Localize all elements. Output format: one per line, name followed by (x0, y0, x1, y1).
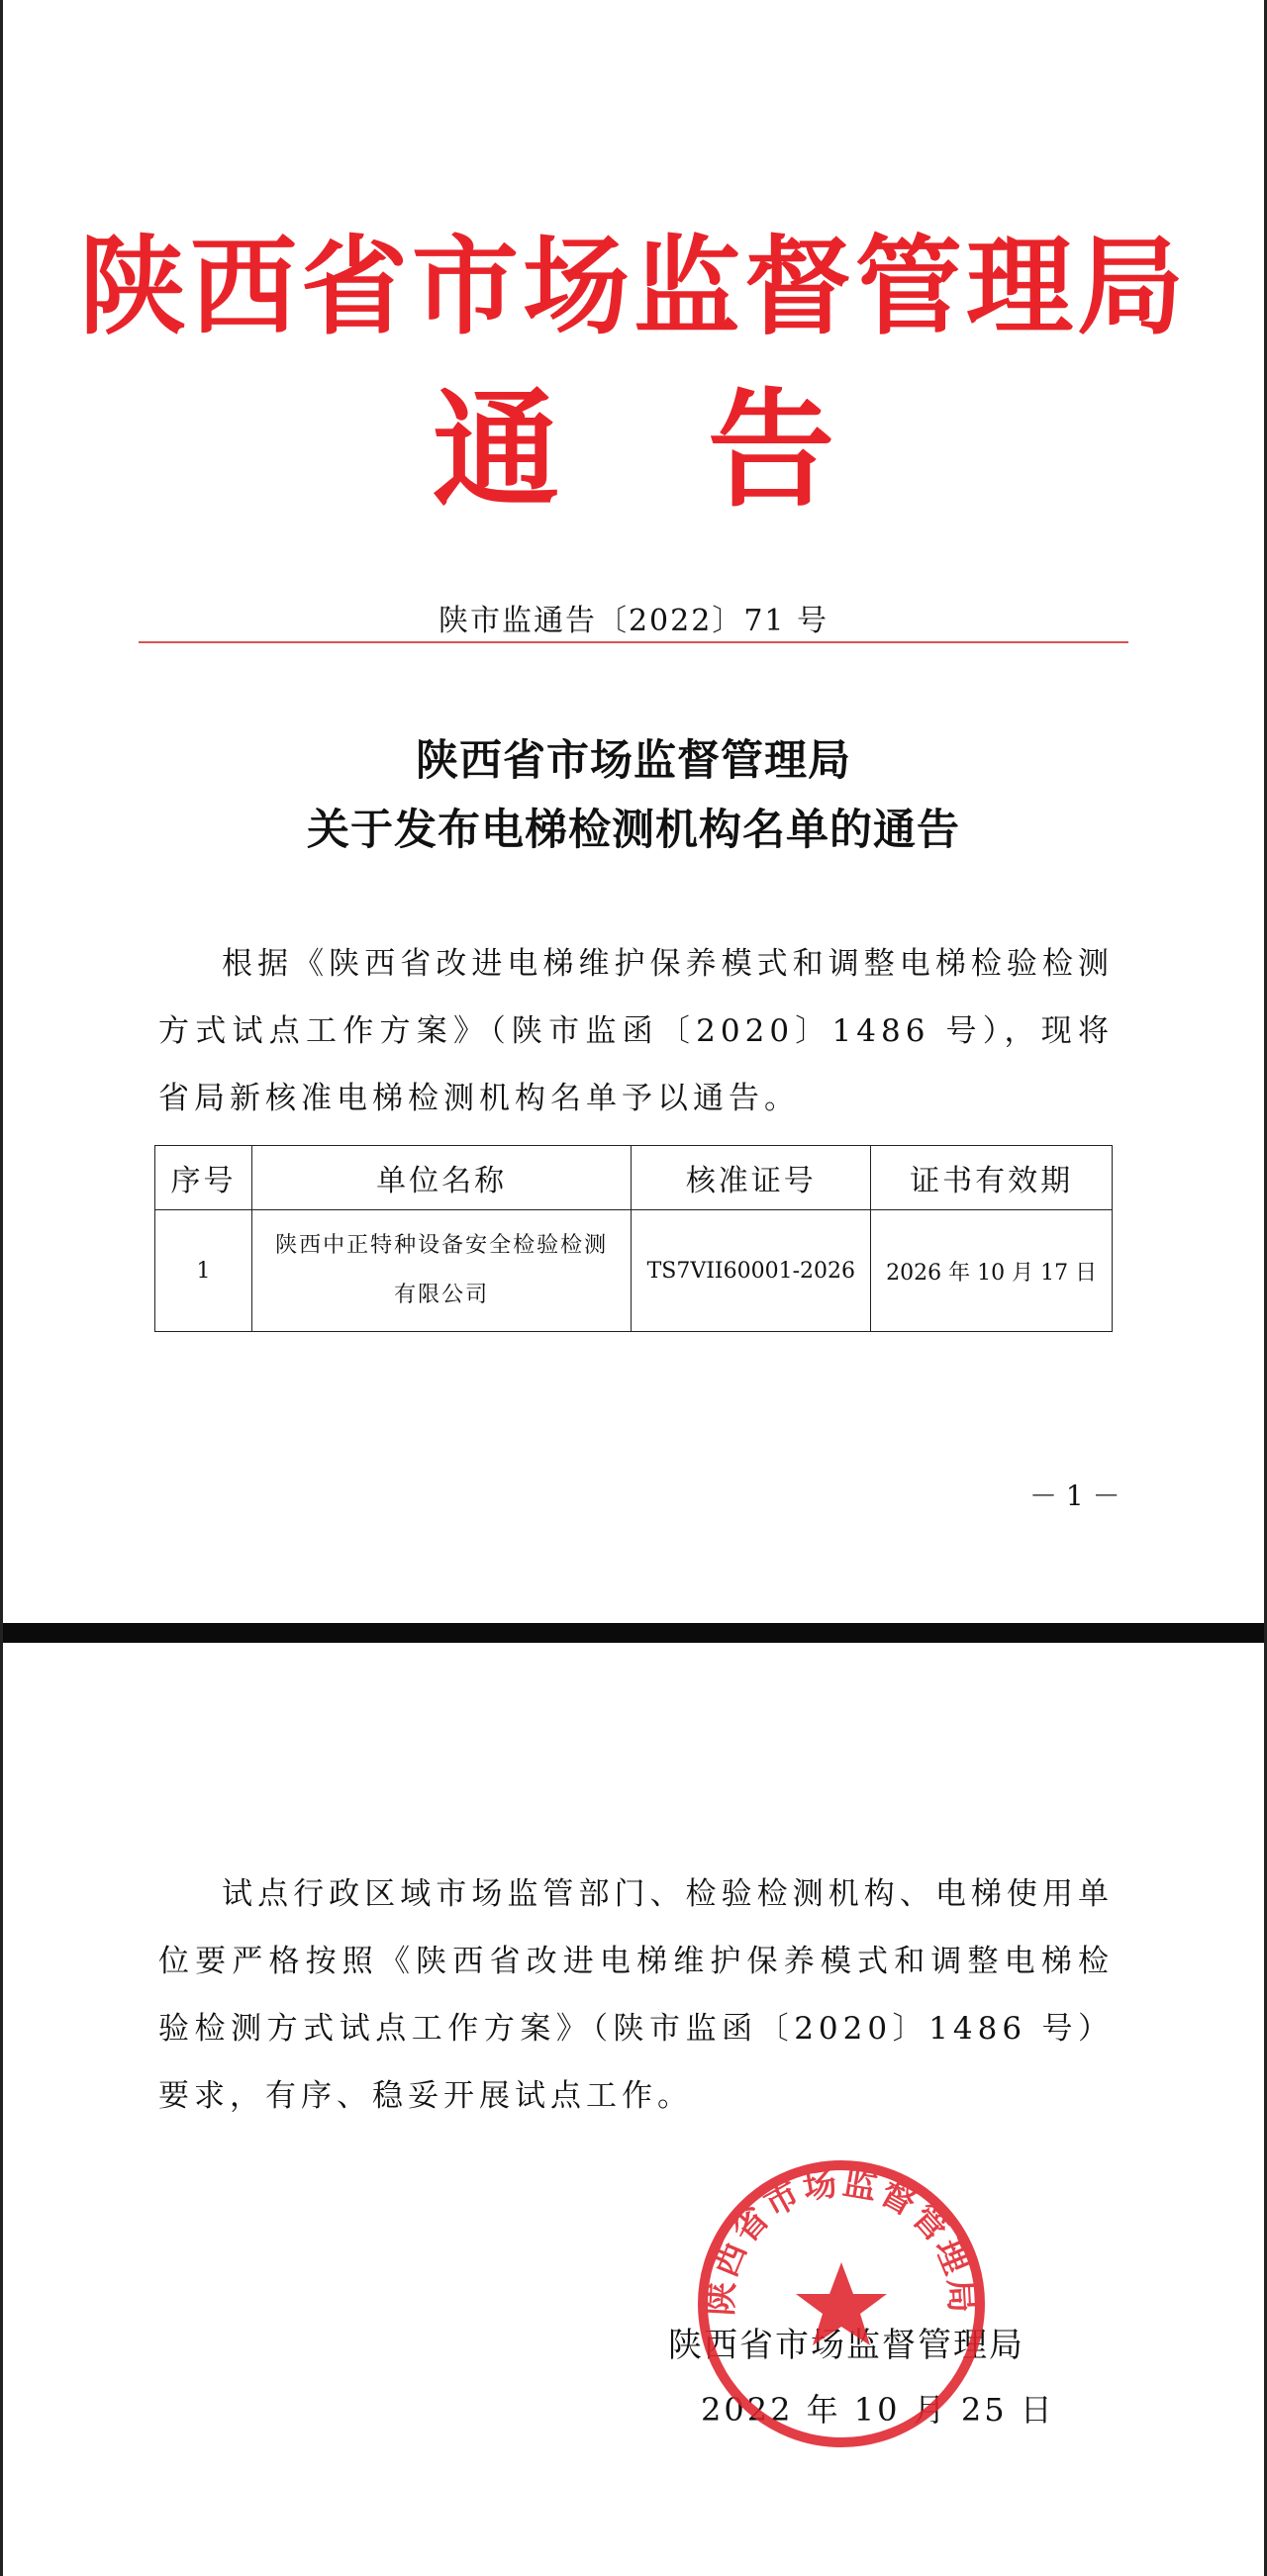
header-license-number: 核准证号 (632, 1146, 871, 1210)
table-row (155, 1210, 1113, 1332)
red-separator-line (139, 641, 1128, 643)
document-number: 陕市监通告〔2022〕71 号 (438, 604, 829, 638)
title-line-2: 关于发布电梯检测机构名单的通告 (307, 806, 960, 855)
page-separator (0, 1623, 1267, 1643)
cell-index: 1 (155, 1210, 252, 1332)
cell-license-number: TS7VII60001-2026 (632, 1210, 871, 1332)
seal-star (796, 2262, 887, 2345)
body-paragraph-1 (158, 930, 1114, 1132)
cell-validity: 2026 年 10 月 17 日 (871, 1210, 1113, 1332)
table-header-row (155, 1146, 1113, 1210)
agency-header: 陕西省市场监督管理局 (78, 225, 1188, 349)
header-validity: 证书有效期 (871, 1146, 1113, 1210)
signature-date: 2022 年 10 月 25 日 (701, 2391, 1055, 2429)
page-number: － 1 － (1029, 1479, 1121, 1512)
document-page-2 (0, 1643, 1267, 2576)
header-unit-name: 单位名称 (251, 1146, 631, 1210)
header-index: 序号 (155, 1146, 252, 1210)
unit-name-line-2: 有限公司 (394, 1283, 490, 1307)
document-type-header: 通告 (433, 376, 983, 525)
title-line-1: 陕西省市场监督管理局 (416, 736, 851, 786)
signature-organization: 陕西省市场监督管理局 (668, 2326, 1024, 2365)
official-seal-stamp (693, 2155, 990, 2452)
institution-table (154, 1145, 1113, 1332)
seal-text: 陕西省市场监督管理局 (701, 2162, 982, 2317)
cell-unit-name (251, 1210, 631, 1332)
paragraph-1-text: 根据《陕西省改进电梯维护保养模式和调整电梯检验检测方式试点工作方案》（陕市监函〔2020〕1486 号），现将省局新核准电梯检测机构名单予以通告。 (158, 946, 1114, 1116)
body-paragraph-2 (158, 1860, 1114, 2130)
left-page-edge (0, 0, 3, 2576)
unit-name-line-1: 陕西中正特种设备安全检验检测 (275, 1233, 609, 1258)
paragraph-2-text: 试点行政区域市场监管部门、检验检测机构、电梯使用单位要严格按照《陕西省改进电梯维护保养模式和调整电梯检验检测方式试点工作方案》（陕市监函〔2020〕1486 号）要求，有序、稳妥开展试点工作。 (158, 1876, 1114, 2114)
